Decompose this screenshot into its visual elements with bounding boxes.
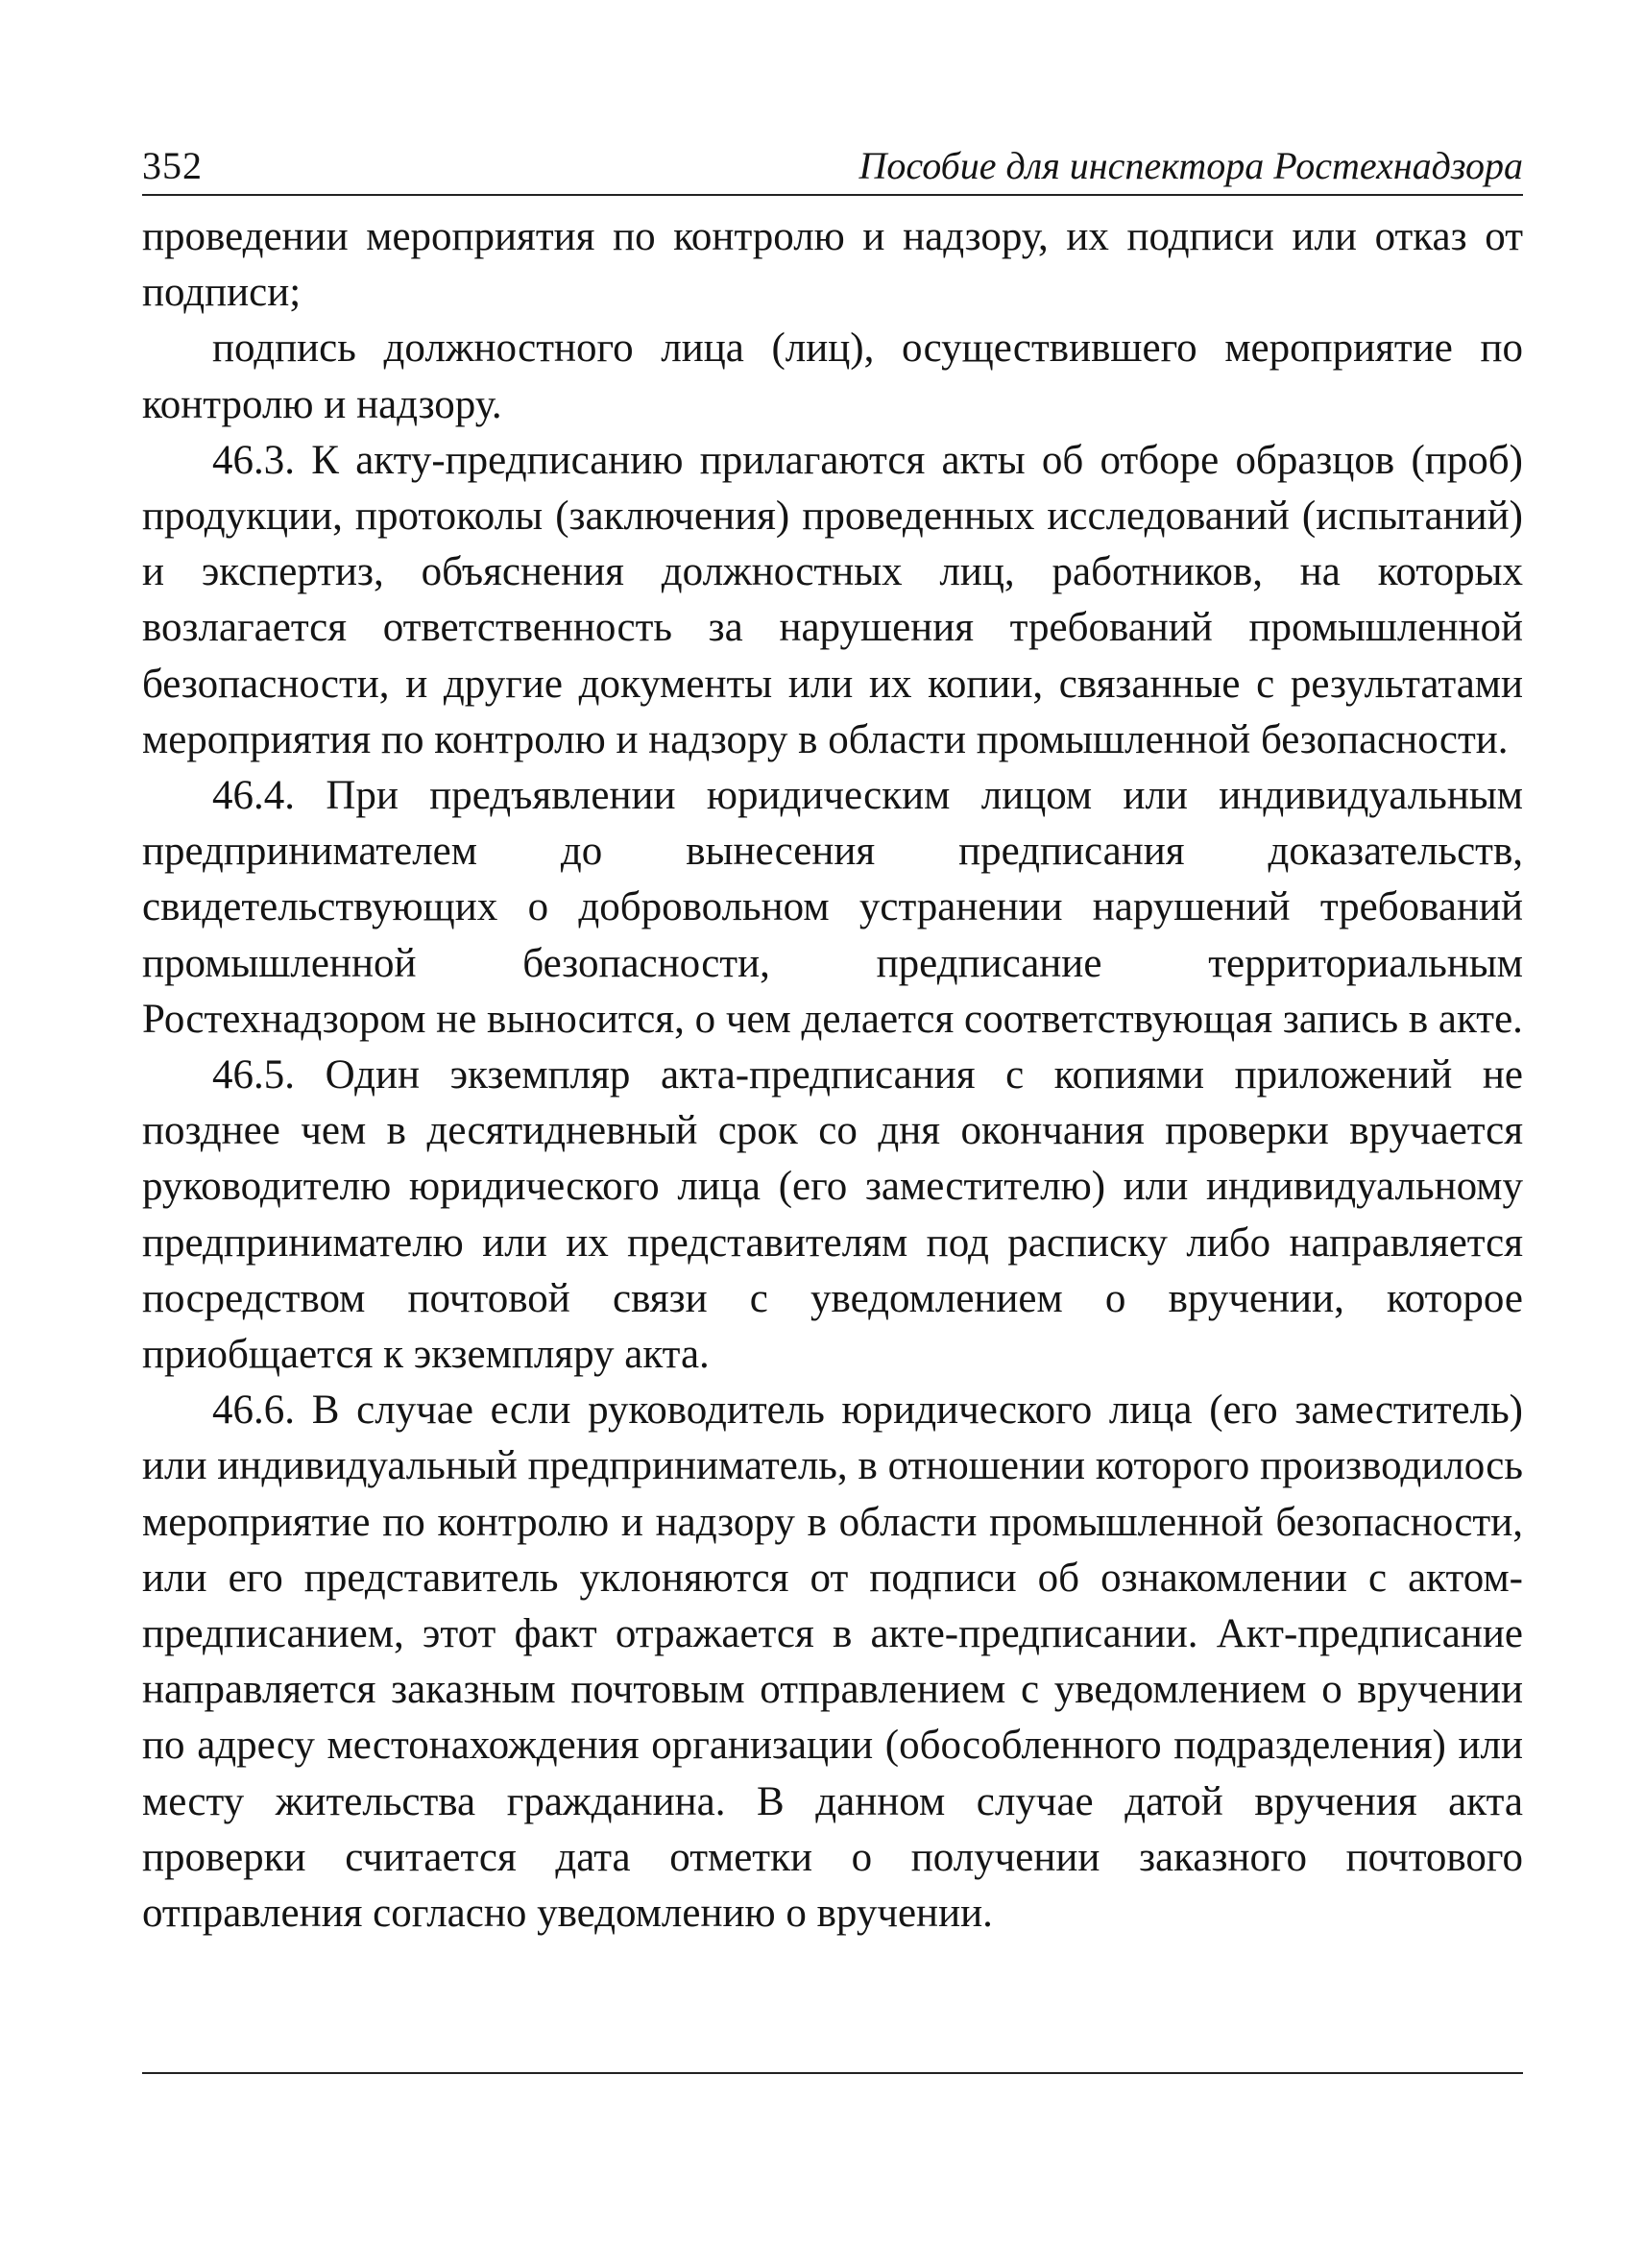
page-number: 352 (142, 144, 203, 187)
paragraph-46-6: 46.6. В случае если руководитель юридического лица (его заместитель) или индивидуальный предприниматель, в отношении которого производилось мероприятие по контролю и надзору в области промышленной безопасности, или его представитель уклоняются от подписи об ознакомлении с актом-предписанием, этот факт отражается в акте-предписании. Акт-предписание направляется заказным почтовым отправлением с уведомлением о вручении по адресу местонахождения организации (обособленного подразделения) или месту жительства гражданина. В данном случае датой вручения акта проверки считается дата отметки о получении заказного почтового отправления согласно уведомлению о вручении. (142, 1387, 1523, 1937)
paragraph-46-3: 46.3. К акту-предписанию прилагаются акты об отборе образцов (проб) продукции, протоколы (заключения) проведенных исследований (испытаний) и экспертиз, объяснения должностных лиц, работников, на которых возлагается ответственность за нарушения требований промышленной безопасности, и другие документы или их копии, связанные с результатами мероприятия по контролю и надзору в области промышленной безопасности. (142, 437, 1523, 762)
running-head (142, 144, 1523, 188)
book-page (142, 144, 1523, 2141)
paragraph-46-5: 46.5. Один экземпляр акта-предписания с копиями приложений не позднее чем в десятидневный срок со дня окончания проверки вручается руководителю юридического лица (его заместителю) или индивидуальному предпринимателю или их представителям под расписку либо направляется посредством почтовой связи с уведомлением о вручении, которое приобщается к экземпляру акта. (142, 1052, 1523, 1378)
paragraph-signature: подпись должностного лица (лиц), осуществившего мероприятие по контролю и надзору. (142, 326, 1523, 427)
footer-rule (142, 2072, 1523, 2074)
paragraph-continuation: проведении мероприятия по контролю и надзору, их подписи или отказ от подписи; (142, 214, 1523, 316)
body-text (142, 209, 1523, 1942)
header-rule (142, 194, 1523, 196)
paragraph-46-4: 46.4. При предъявлении юридическим лицом или индивидуальным предпринимателем до вынесения предписания доказательств, свидетельствующих о добровольном устранении нарушений требований промышленной безопасности, предписание территориальным Ростехнадзором не выносится, о чем делается соответствующая запись в акте. (142, 773, 1523, 1042)
book-title: Пособие для инспектора Ростехнадзора (858, 144, 1523, 187)
